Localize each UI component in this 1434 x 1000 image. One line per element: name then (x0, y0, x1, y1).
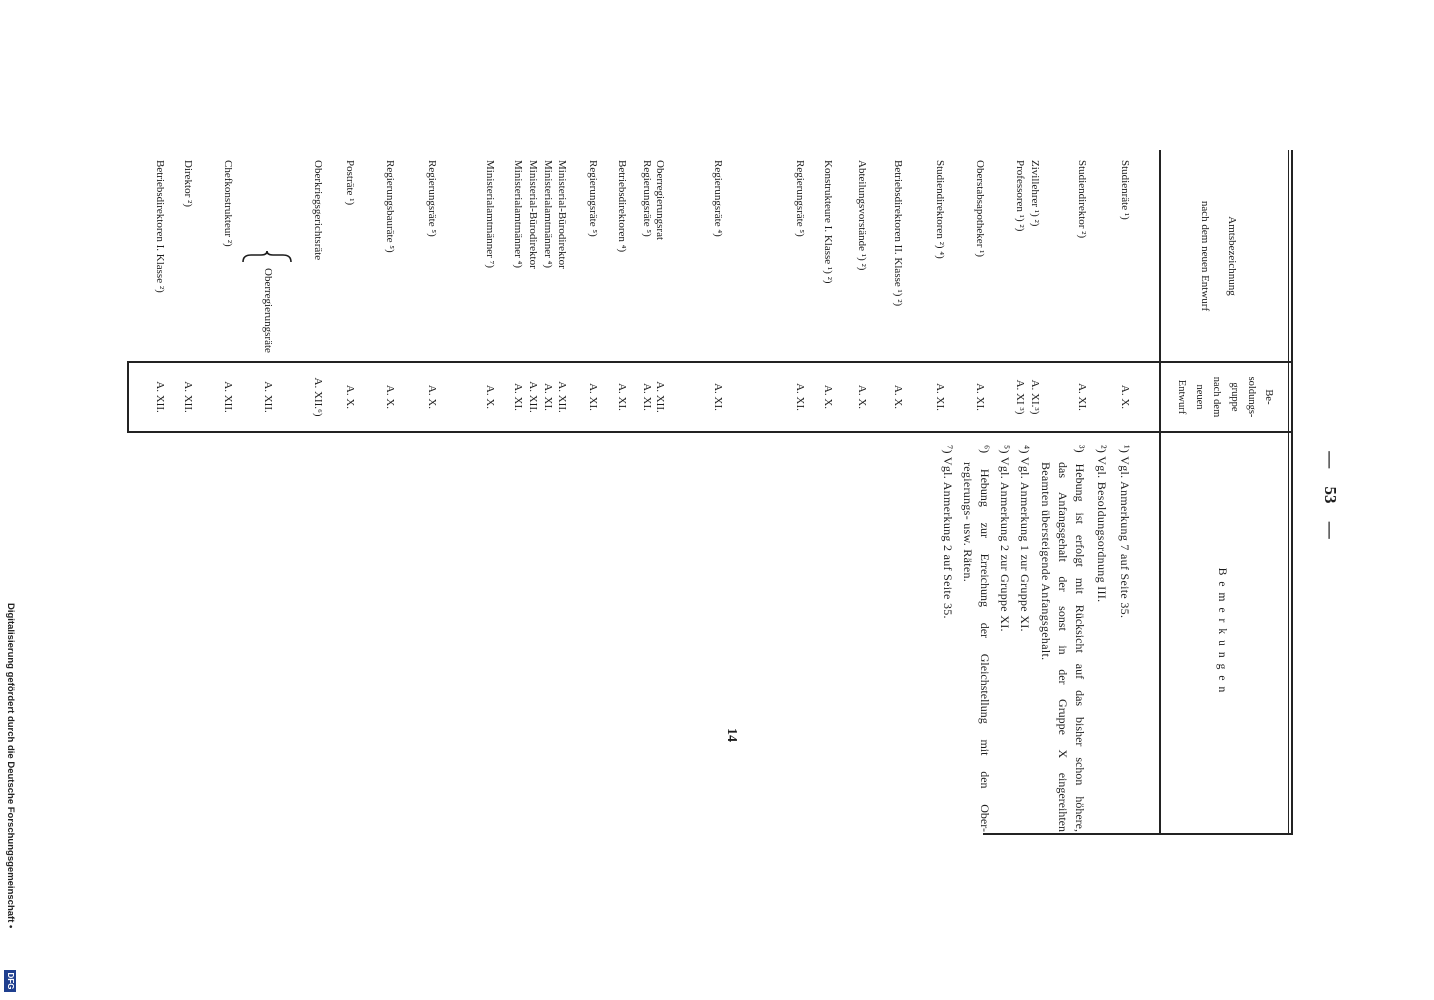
row-title: Betriebsdirektoren II. Klasse ¹) ²) (892, 160, 904, 307)
row-title: Oberstabsapotheker ¹) (974, 160, 986, 258)
table-row (541, 0, 555, 1000)
table-top-rule-inner (1288, 150, 1289, 835)
table-bottom-rule (128, 361, 130, 433)
header-group-line: neuen (1194, 384, 1205, 410)
table-row (526, 0, 540, 1000)
table-row (181, 0, 195, 1000)
remark-line: ²) Vgl. Besoldungsordnung III. (1095, 445, 1109, 603)
row-group: A. XI. (712, 383, 724, 411)
header-group-line: gruppe (1229, 382, 1240, 412)
table-row (483, 0, 497, 1000)
table-row (153, 0, 167, 1000)
row-group: A. X. (856, 384, 868, 410)
row-group: A. XII. (262, 381, 274, 413)
row-title: Ministerial-Bürodirektor (556, 160, 568, 269)
row-title: Zivillehrer ¹) ²) (1029, 160, 1041, 227)
row-title: Regierungsräte ⁵) (641, 160, 653, 237)
row-title: Direktor ²) (182, 160, 194, 207)
row-title: Regierungsräte ⁵) (794, 160, 806, 237)
remark-line: das Anfangsgehalt der sonst in der Gruppe X eingereihten (1056, 462, 1070, 832)
margin-number: 14 (724, 728, 739, 742)
row-title: Konstrukteure I. Klasse ¹) ²) (822, 160, 834, 284)
table-row (640, 0, 654, 1000)
table-row (555, 0, 569, 1000)
row-group: A. XI.³) (1029, 379, 1041, 415)
row-group: A. XI. (616, 383, 628, 411)
table-row (343, 0, 357, 1000)
row-title: Oberregierungsräte (262, 268, 274, 353)
remark-line: ¹) Vgl. Anmerkung 7 auf Seite 35. (1118, 445, 1132, 619)
table-row (383, 0, 397, 1000)
row-group: A. X. (384, 384, 396, 410)
row-group: A. X. (484, 384, 496, 410)
remark-line: ⁶) Hebung zur Erreichung der Gleichstellung mit den Ober- (978, 445, 992, 832)
row-group: A. XII. (556, 381, 568, 413)
table-row (891, 0, 905, 1000)
row-group: A. XI. (587, 383, 599, 411)
row-title: Regierungsräte ⁴) (712, 160, 724, 237)
header-group-line: soldungs- (1246, 376, 1257, 418)
header-title-line-2: nach dem neuen Entwurf (1199, 200, 1211, 312)
row-group: A. X. (426, 384, 438, 410)
row-group: A. XI. (512, 383, 524, 411)
row-title: Chefkonstrukteur ²) (222, 160, 234, 247)
row-title: Ministerial-Bürodirektor (527, 160, 539, 269)
header-group-line: nach dem (1211, 376, 1222, 418)
row-group: A. XI. (542, 383, 554, 411)
row-group: A. X. (1119, 384, 1131, 410)
remark-line: ³) Hebung ist erfolgt mit Rücksicht auf das bisher schon höhere, (1073, 445, 1087, 832)
row-title: Ministerialamtmänner ⁴) (512, 160, 524, 268)
table-row (311, 0, 325, 1000)
row-group: A. X. (822, 384, 834, 410)
row-title: Betriebsdirektoren I. Klasse ²) (154, 160, 166, 293)
remark-line: ⁵) Vgl. Anmerkung 2 zur Gruppe XI. (998, 445, 1012, 632)
row-title: Betriebsdirektoren ⁴) (616, 160, 628, 253)
table-row (261, 0, 275, 1000)
row-group: A. XII.⁶) (312, 377, 324, 417)
row-group: A. X. (892, 384, 904, 410)
row-title: Oberregierungsrat (654, 160, 666, 241)
table-row (793, 0, 807, 1000)
remark-line: ⁴) Vgl. Anmerkung 1 zur Gruppe XI. (1018, 445, 1032, 632)
row-title: Regierungsräte ⁵) (426, 160, 438, 237)
header-title-line-1: Amtsbezeichnung (1226, 216, 1238, 296)
remark-line: ⁷) Vgl. Anmerkung 2 auf Seite 35. (941, 445, 955, 619)
row-group: A. XII. (154, 381, 166, 413)
row-group: A. XI. (794, 383, 806, 411)
row-group: A. XI. (1076, 383, 1088, 411)
table-row (821, 0, 835, 1000)
remark-line: Beamten übersteigende Anfangsgehalt. (1039, 462, 1053, 661)
row-group: A. XI. (934, 383, 946, 411)
header-group-line: Entwurf (1176, 379, 1187, 415)
row-group: A. XII. (654, 381, 666, 413)
row-title: Studiendirektoren ²) ⁴) (934, 160, 946, 259)
dfg-logo: DFG (4, 970, 16, 992)
digitization-footer: Digitalisierung gefördert durch die Deutsche Forschungsgemeinschaft • (5, 603, 16, 929)
row-title: Studiendirektor ²) (1076, 160, 1088, 239)
table-row (653, 0, 667, 1000)
row-group: A. XI ³) (1014, 379, 1026, 415)
remark-line: regierungs- usw. Räten. (961, 462, 975, 583)
table-row (221, 0, 235, 1000)
page-number: — 53 — (1321, 451, 1340, 539)
row-title: Oberkriegsgerichtsräte (312, 160, 324, 261)
table-row (425, 0, 439, 1000)
row-title: Posträte ¹) (344, 160, 356, 206)
table-row (511, 0, 525, 1000)
row-title: Abteilungsvorstände ¹) ²) (856, 160, 868, 271)
row-group: A. XII. (222, 381, 234, 413)
table-row (615, 0, 629, 1000)
row-group: A. XI. (974, 383, 986, 411)
header-group-line: Be- (1263, 389, 1274, 405)
row-group: A. XII. (527, 381, 539, 413)
row-group: A. XI. (641, 383, 653, 411)
row-title: Professoren ¹) ²) (1014, 160, 1026, 232)
row-title: Ministerialamtmänner ⁴) (542, 160, 554, 268)
table-row (711, 0, 725, 1000)
table-row (586, 0, 600, 1000)
row-title: Ministerialamtmänner ⁷) (484, 160, 496, 268)
table-row (855, 0, 869, 1000)
header-rule (1160, 150, 1162, 835)
row-title: Regierungsräte ⁵) (587, 160, 599, 237)
row-title: Regierungsbauräte ⁵) (384, 160, 396, 253)
row-group: A. XII. (182, 381, 194, 413)
header-remarks-title: Bemerkungen (1216, 567, 1228, 699)
row-title: Studienräte ¹) (1119, 160, 1131, 220)
row-group: A. X. (344, 384, 356, 410)
table-top-rule (1291, 150, 1293, 835)
